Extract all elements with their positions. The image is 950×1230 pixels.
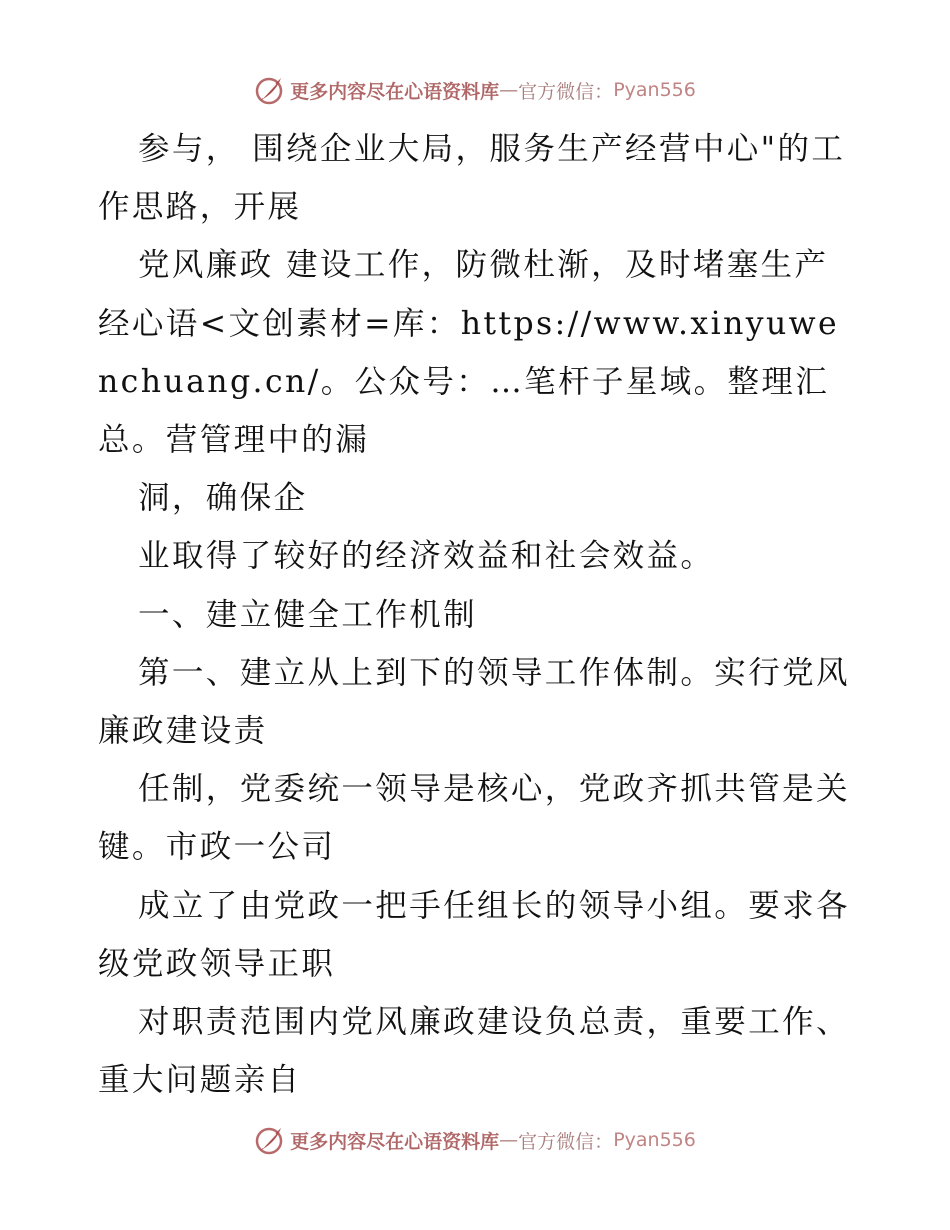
watermark-brand: 更多内容尽在心语资料库 bbox=[290, 1130, 500, 1153]
paragraph-3: 洞，确保企 bbox=[138, 480, 308, 517]
header-watermark bbox=[0, 70, 950, 110]
watermark-separator: — bbox=[499, 1129, 519, 1151]
paragraph-8: 成立了由党政一把手任组长的领导小组。要求各级党政领导正职 bbox=[98, 887, 850, 982]
paragraph-9: 对职责范围内党风廉政建设负总责，重要工作、重大问题亲自 bbox=[98, 1004, 850, 1099]
feather-circle-logo-icon bbox=[254, 1125, 284, 1155]
footer-watermark bbox=[0, 1120, 950, 1160]
watermark-wechat-label: 官方微信： bbox=[518, 1130, 614, 1153]
paragraph-6: 第一、建立从上到下的领导工作体制。实行党风廉政建设责 bbox=[98, 654, 850, 750]
document-body bbox=[98, 120, 853, 1109]
section-heading: 一、建立健全工作机制 bbox=[138, 596, 478, 633]
watermark-wechat-id: Pyan556 bbox=[613, 1129, 696, 1151]
watermark-brand: 更多内容尽在心语资料库 bbox=[290, 80, 500, 103]
watermark-wechat-id: Pyan556 bbox=[613, 79, 696, 101]
paragraph-2: 党风廉政 建设工作，防微杜渐，及时堵塞生产经心语<文创素材=库：https://www.xinyuwenchuang.cn/。公众号：…笔杆子星域。整理汇总。营管理中的漏 bbox=[98, 247, 840, 459]
watermark-wechat-label: 官方微信： bbox=[518, 80, 614, 103]
watermark-separator: — bbox=[499, 79, 519, 101]
paragraph-7: 任制，党委统一领导是核心，党政齐抓共管是关键。市政一公司 bbox=[98, 771, 850, 866]
paragraph-4: 业取得了较好的经济效益和社会效益。 bbox=[138, 538, 715, 575]
feather-circle-logo-icon bbox=[254, 75, 284, 105]
paragraph-1: 参与， 围绕企业大局，服务生产经营中心"的工作思路，开展 bbox=[98, 131, 846, 226]
